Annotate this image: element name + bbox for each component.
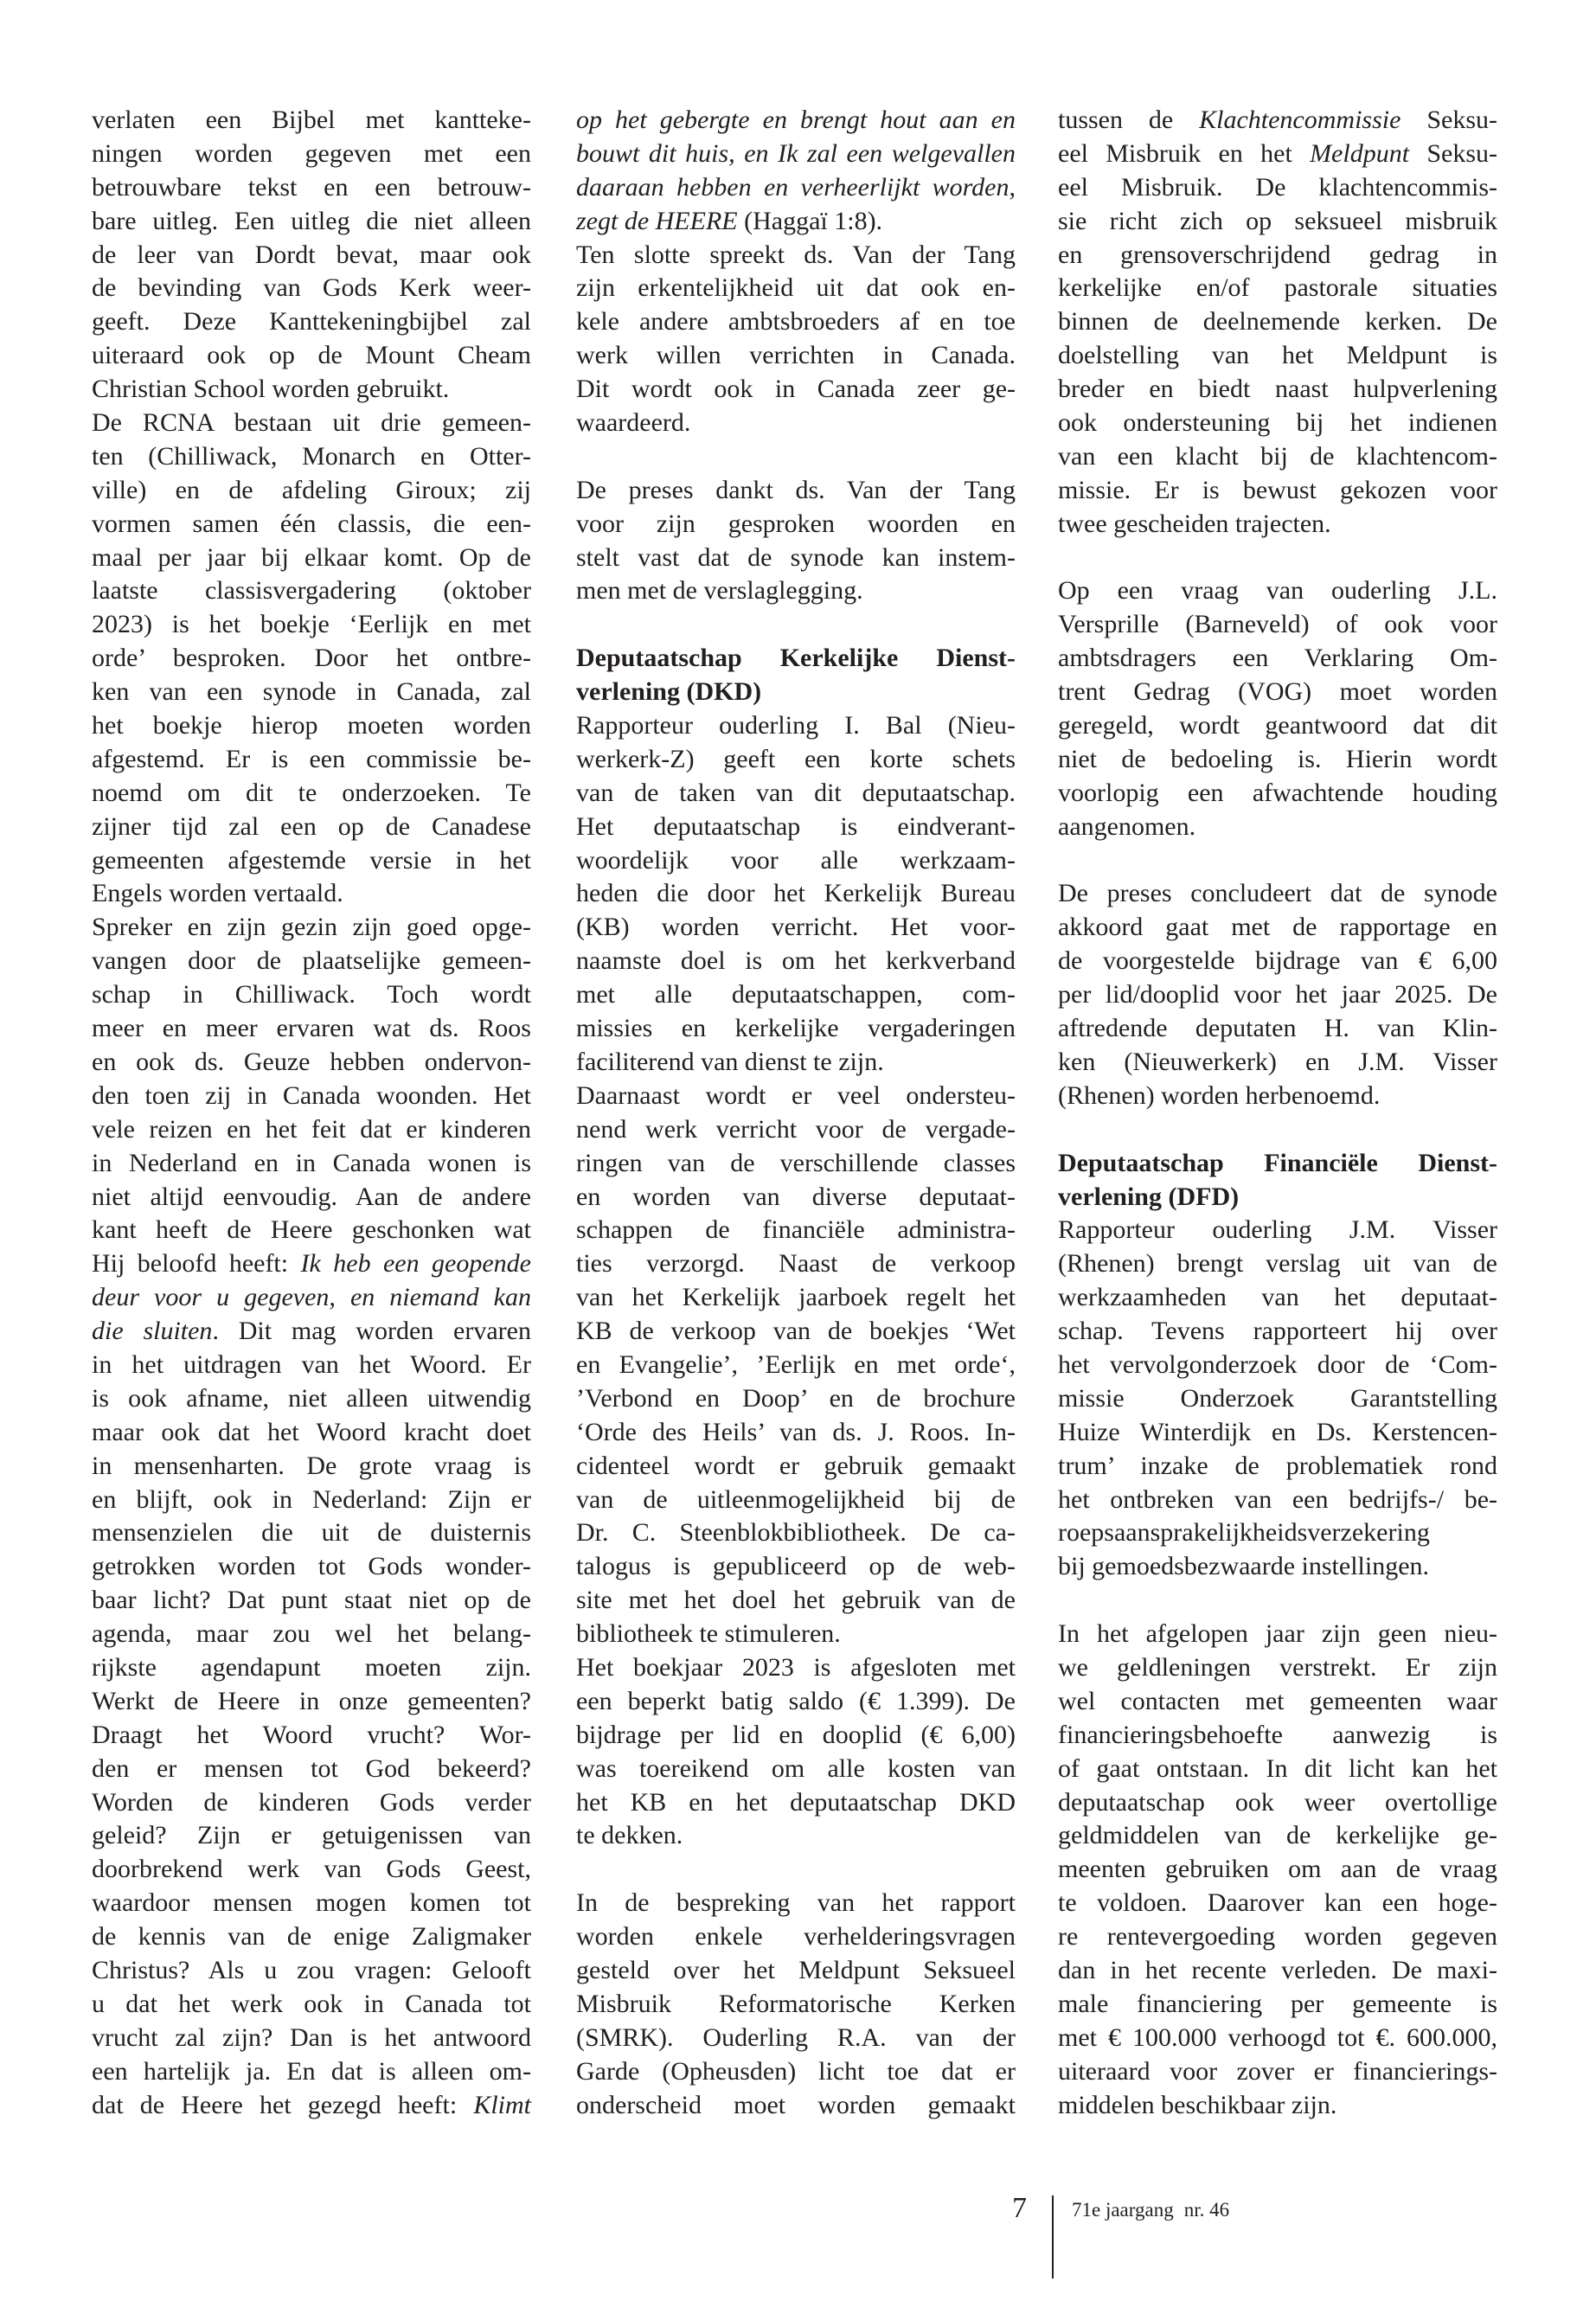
text-line: meenten gebruiken om aan de vraag: [1058, 1855, 1497, 1884]
text-line: voorlopig een afwachtende houding: [1058, 778, 1497, 807]
text-line: deputaatschap ook weer overtollige: [1058, 1787, 1497, 1817]
italic-text: bouwt dit huis, en Ik zal een welgevallen: [576, 138, 1016, 168]
text-line: laatste classisvergadering (oktober: [92, 576, 531, 606]
text-line: ville) en de afdeling Giroux; zij: [92, 475, 531, 504]
text-line: Misbruik Reformatorische Kerken: [576, 1989, 1016, 2018]
text-line: binnen de deelnemende kerken. De: [1058, 307, 1497, 336]
text-line: getrokken worden tot Gods wonder-: [92, 1552, 531, 1581]
text-line: een hartelijk ja. En dat is alleen om-: [92, 2056, 531, 2086]
text-line: roepsaansprakelijkheidsverzekering: [1058, 1518, 1430, 1548]
text-line: verlening (DFD): [1058, 1182, 1240, 1211]
text-line: ken (Nieuwerkerk) en J.M. Visser: [1058, 1047, 1497, 1076]
text-line: en Evangelie’, ’Eerlijk en met orde‘,: [576, 1349, 1016, 1379]
text-line: trum’ inzake de problematiek rond: [1058, 1451, 1497, 1480]
text-line: [576, 205, 1016, 239]
text-line: betrouwbare tekst en een betrouw-: [92, 172, 531, 202]
text-line: vormen samen één classis, die een-: [92, 509, 531, 538]
text-line: werk willen verrichten in Canada.: [576, 341, 1016, 370]
text-segment: (Haggaï 1:8).: [737, 206, 883, 235]
text-line: onderscheid moet worden gemaakt: [576, 2090, 1016, 2119]
text-line: Christus? Als u zou vragen: Gelooft: [92, 1955, 531, 1984]
text-line: bij gemoedsbezwaarde instellingen.: [1058, 1552, 1430, 1581]
text-line: Werkt de Heere in onze gemeenten?: [92, 1686, 531, 1715]
text-line: [576, 138, 1016, 171]
text-line: Huize Winterdijk en Ds. Kerstencen-: [1058, 1417, 1497, 1446]
text-line: re rentevergoeding worden gegeven: [1058, 1922, 1497, 1952]
text-line: kerkelijke en/of pastorale situaties: [1058, 273, 1497, 303]
text-line: middelen beschikbaar zijn.: [1058, 2090, 1337, 2119]
text-line: van de taken van dit deputaatschap.: [576, 778, 1016, 807]
paragraph: [1058, 574, 1497, 843]
text-line: ningen worden gegeven met een: [92, 138, 531, 168]
text-line: kant heeft de Heere geschonken wat: [92, 1215, 531, 1245]
paragraph: [1058, 877, 1497, 1112]
text-line: [1058, 138, 1497, 171]
text-line: per lid/dooplid voor het jaar 2025. De: [1058, 980, 1497, 1009]
text-line: Spreker en zijn gezin zijn goed opge-: [92, 913, 531, 942]
text-line: agenda, maar zou wel het belang-: [92, 1619, 531, 1649]
text-line: verlening (DKD): [576, 677, 762, 707]
text-line: te dekken.: [576, 1821, 683, 1850]
text-line: ambtsdragers een Verklaring Om-: [1058, 644, 1497, 673]
text-line: het boekje hierop moeten worden: [92, 711, 531, 740]
text-line: ringen van de verschillende classes: [576, 1148, 1016, 1177]
text-line: [92, 1281, 531, 1315]
text-column-1: [92, 104, 531, 2122]
paragraph: [576, 1651, 1016, 1853]
italic-text: op het gebergte en brengt hout aan en: [576, 106, 1016, 134]
text-line: geeft. Deze Kanttekeningbijbel zal: [92, 307, 531, 336]
text-line: trent Gedrag (VOG) moet worden: [1058, 677, 1497, 707]
paragraph: [576, 239, 1016, 440]
text-segment: eel Misbruik en het: [1058, 138, 1311, 168]
text-line: we geldleningen verstrekt. Er zijn: [1058, 1652, 1497, 1682]
text-line: Rapporteur ouderling J.M. Visser: [1058, 1215, 1497, 1245]
text-line: kele andere ambtsbroeders af en toe: [576, 307, 1016, 336]
text-line: aangenomen.: [1058, 811, 1196, 841]
text-line: male financiering per gemeente is: [1058, 1989, 1497, 2018]
text-line: doorbrekend werk van Gods Geest,: [92, 1855, 531, 1884]
paragraph: [576, 474, 1016, 609]
text-line: en worden van diverse deputaat-: [576, 1182, 1016, 1211]
text-line: rijkste agendapunt moeten zijn.: [92, 1652, 531, 1682]
paragraph: [1058, 104, 1497, 542]
paragraph: [1058, 1214, 1497, 1584]
section-heading: [576, 642, 1016, 709]
text-line: werkzaamheden van het deputaat-: [1058, 1283, 1497, 1312]
italic-text: die sluiten: [92, 1317, 213, 1346]
paragraph: [92, 407, 531, 911]
text-line: Rapporteur ouderling I. Bal (Nieu-: [576, 711, 1016, 740]
text-line: schap in Chilliwack. Toch wordt: [92, 980, 531, 1009]
text-line: te voldoen. Daarover kan een hoge-: [1058, 1888, 1497, 1918]
text-line: Dr. C. Steenblokbibliotheek. De ca-: [576, 1518, 1016, 1548]
text-line: nend werk verricht voor de vergade-: [576, 1114, 1016, 1144]
text-line: cidenteel wordt er gebruik gemaakt: [576, 1451, 1016, 1480]
text-line: woordelijk voor alle werkzaam-: [576, 845, 1016, 875]
text-line: in Nederland en in Canada wonen is: [92, 1148, 531, 1177]
text-line: en ook ds. Geuze hebben ondervon-: [92, 1047, 531, 1076]
text-line: ‘Orde des Heils’ van ds. J. Roos. In-: [576, 1417, 1016, 1446]
text-line: breder en biedt naast hulpverlening: [1058, 375, 1497, 404]
text-line: akkoord gaat met de rapportage en: [1058, 913, 1497, 942]
text-line: (Rhenen) brengt verslag uit van de: [1058, 1249, 1497, 1279]
text-line: en grensoverschrijdend gedrag in: [1058, 240, 1497, 269]
paragraph: [1058, 1618, 1497, 2122]
text-line: naamste doel is om het kerkverband: [576, 946, 1016, 976]
paragraph: [576, 709, 1016, 1080]
text-line: het vervolgonderzoek door de ‘Com-: [1058, 1349, 1497, 1379]
text-line: faciliterend van dienst te zijn.: [576, 1047, 884, 1076]
text-line: twee gescheiden trajecten.: [1058, 509, 1331, 538]
text-line: het KB en het deputaatschap DKD: [576, 1787, 1016, 1817]
text-line: Christian School worden gebruikt.: [92, 375, 450, 404]
text-segment: Seksu-: [1401, 106, 1497, 134]
text-line: missies en kerkelijke vergaderingen: [576, 1014, 1016, 1043]
text-line: met € 100.000 verhoogd tot €. 600.000,: [1058, 2022, 1497, 2052]
page-number: 7: [1012, 2192, 1027, 2224]
italic-text: deur voor u gegeven, en niemand kan: [92, 1283, 531, 1312]
text-line: in het uitdragen van het Woord. Er: [92, 1349, 531, 1379]
text-line: was toereikend om alle kosten van: [576, 1753, 1016, 1783]
text-line: Deputaatschap Kerkelijke Dienst-: [576, 644, 1016, 673]
italic-text: Klimt: [473, 2090, 531, 2119]
paragraph: [576, 104, 1016, 239]
italic-text: daaraan hebben en verheerlijkt worden,: [576, 172, 1016, 202]
text-line: de voorgestelde bijdrage van € 6,00: [1058, 946, 1497, 976]
text-line: Op een vraag van ouderling J.L.: [1058, 576, 1497, 606]
text-line: den er mensen tot God bekeerd?: [92, 1753, 531, 1783]
text-line: werkerk-Z) geeft een korte schets: [576, 744, 1016, 773]
text-line: KB de verkoop van de boekjes ‘Wet: [576, 1317, 1016, 1346]
text-line: voor zijn gesproken woorden en: [576, 509, 1016, 538]
text-line: baar licht? Dat punt staat niet op de: [92, 1586, 531, 1615]
italic-text: zegt de HEERE: [576, 206, 738, 235]
text-line: men met de verslaglegging.: [576, 576, 863, 606]
text-line: De RCNA bestaan uit drie gemeen-: [92, 408, 531, 438]
text-line: niet altijd eenvoudig. Aan de andere: [92, 1182, 531, 1211]
text-line: waardeerd.: [576, 408, 691, 438]
text-line: [92, 1247, 531, 1281]
text-line: missie. Er is bewust gekozen voor: [1058, 475, 1497, 504]
text-segment: Hij beloofd heeft:: [92, 1249, 301, 1279]
text-line: Engels worden vertaald.: [92, 879, 343, 908]
italic-text: Meldpunt: [1310, 138, 1410, 168]
text-line: het ontbreken van een bedrijfs-/ be-: [1058, 1484, 1497, 1514]
text-line: meer en meer ervaren wat ds. Roos: [92, 1014, 531, 1043]
text-line: afgestemd. Er is een commissie be-: [92, 744, 531, 773]
text-line: wel contacten met gemeenten waar: [1058, 1686, 1497, 1715]
text-line: ties verzorgd. Naast de verkoop: [576, 1249, 1016, 1279]
text-column-3: [1058, 104, 1497, 2122]
text-line: gesteld over het Meldpunt Seksueel: [576, 1955, 1016, 1984]
text-line: vele reizen en het feit dat er kinderen: [92, 1114, 531, 1144]
paragraph: [576, 1887, 1016, 2122]
text-line: eel Misbruik. De klachtencommis-: [1058, 172, 1497, 202]
text-line: stelt vast dat de synode kan instem-: [576, 542, 1016, 572]
text-line: financieringsbehoefte aanwezig is: [1058, 1720, 1497, 1749]
text-line: van het Kerkelijk jaarboek regelt het: [576, 1283, 1016, 1312]
text-segment: Seksu-: [1409, 138, 1497, 168]
text-line: [92, 2089, 531, 2123]
text-line: bibliotheek te stimuleren.: [576, 1619, 841, 1649]
text-line: van een klacht bij de klachtencom-: [1058, 441, 1497, 471]
section-heading: [1058, 1147, 1497, 1215]
text-line: [92, 1315, 531, 1349]
text-line: Versprille (Barneveld) of ook voor: [1058, 610, 1497, 639]
text-line: worden enkele verhelderingsvragen: [576, 1922, 1016, 1952]
text-line: met alle deputaatschappen, com-: [576, 980, 1016, 1009]
text-line: van de uitleenmogelijkheid bij de: [576, 1484, 1016, 1514]
text-line: vangen door de plaatselijke gemeen-: [92, 946, 531, 976]
text-line: gemeenten afgestemde versie in het: [92, 845, 531, 875]
text-line: de bevinding van Gods Kerk weer-: [92, 273, 531, 303]
text-line: [1058, 104, 1497, 138]
text-line: u dat het werk ook in Canada tot: [92, 1989, 531, 2018]
text-line: schap. Tevens rapporteert hij over: [1058, 1317, 1497, 1346]
text-line: heden die door het Kerkelijk Bureau: [576, 879, 1016, 908]
text-line: [576, 104, 1016, 138]
text-line: zijner tijd zal een op de Canadese: [92, 811, 531, 841]
text-line: site met het doel het gebruik van de: [576, 1586, 1016, 1615]
text-line: De preses dankt ds. Van der Tang: [576, 475, 1016, 504]
text-line: 2023) is het boekje ‘Eerlijk en met: [92, 610, 531, 639]
text-line: verlaten een Bijbel met kantteke-: [92, 106, 531, 134]
text-line: den toen zij in Canada woonden. Het: [92, 1080, 531, 1110]
text-line: de kennis van de enige Zaligmaker: [92, 1922, 531, 1952]
text-line: vrucht zal zijn? Dan is het antwoord: [92, 2022, 531, 2052]
text-line: bare uitleg. Een uitleg die niet alleen: [92, 206, 531, 235]
text-segment: tussen de: [1058, 106, 1200, 134]
text-line: waardoor mensen mogen komen tot: [92, 1888, 531, 1918]
text-line: geldmiddelen van de kerkelijke ge-: [1058, 1821, 1497, 1850]
text-line: of gaat ontstaan. In dit licht kan het: [1058, 1753, 1497, 1783]
text-line: De preses concludeert dat de synode: [1058, 879, 1497, 908]
text-line: doelstelling van het Meldpunt is: [1058, 341, 1497, 370]
text-line: ook ondersteuning bij het indienen: [1058, 408, 1497, 438]
issue-number: nr. 46: [1183, 2199, 1230, 2221]
text-line: maar ook dat het Woord kracht doet: [92, 1417, 531, 1446]
text-segment: . Dit mag worden ervaren: [212, 1317, 531, 1346]
text-line: orde’ besproken. Door het ontbre-: [92, 644, 531, 673]
text-line: ’Verbond en Doop’ en de brochure: [576, 1383, 1016, 1413]
italic-text: Ik heb een geopende: [300, 1249, 531, 1279]
text-line: geleid? Zijn er getuigenissen van: [92, 1821, 531, 1850]
italic-text: Klachtencommissie: [1199, 106, 1401, 134]
paragraph: [92, 911, 531, 2122]
text-line: uiteraard voor zover er financierings-: [1058, 2056, 1497, 2086]
text-line: dan in het recente verleden. De maxi-: [1058, 1955, 1497, 1984]
text-line: ken van een synode in Canada, zal: [92, 677, 531, 707]
text-line: maal per jaar bij elkaar komt. Op de: [92, 542, 531, 572]
text-line: noemd om dit te onderzoeken. Te: [92, 778, 531, 807]
text-line: niet de bedoeling is. Hierin wordt: [1058, 744, 1497, 773]
text-line: (Rhenen) worden herbenoemd.: [1058, 1080, 1381, 1110]
text-line: Dit wordt ook in Canada zeer ge-: [576, 375, 1016, 404]
issue-info: [1072, 2197, 1229, 2223]
text-line: uiteraard ook op de Mount Cheam: [92, 341, 531, 370]
text-line: en blijft, ook in Nederland: Zijn er: [92, 1484, 531, 1514]
text-line: bijdrage per lid en dooplid (€ 6,00): [576, 1720, 1016, 1749]
text-line: Garde (Opheusden) licht toe dat er: [576, 2056, 1016, 2086]
text-line: is ook afname, niet alleen uitwendig: [92, 1383, 531, 1413]
text-line: een beperkt batig saldo (€ 1.399). De: [576, 1686, 1016, 1715]
text-segment: dat de Heere het gezegd heeft:: [92, 2090, 474, 2119]
text-line: (KB) worden verricht. Het voor-: [576, 913, 1016, 942]
text-line: geregeld, wordt geantwoord dat dit: [1058, 711, 1497, 740]
text-line: In de bespreking van het rapport: [576, 1888, 1016, 1918]
text-line: (SMRK). Ouderling R.A. van der: [576, 2022, 1016, 2052]
text-line: Ten slotte spreekt ds. Van der Tang: [576, 240, 1016, 269]
text-line: de leer van Dordt bevat, maar ook: [92, 240, 531, 269]
text-line: Draagt het Woord vrucht? Wor-: [92, 1720, 531, 1749]
paragraph: [576, 1080, 1016, 1651]
text-line: in mensenharten. De grote vraag is: [92, 1451, 531, 1480]
text-line: sie richt zich op seksueel misbruik: [1058, 206, 1497, 235]
text-line: zijn erkentelijkheid uit dat ook en-: [576, 273, 1016, 303]
text-line: Het boekjaar 2023 is afgesloten met: [576, 1652, 1016, 1682]
text-line: Worden de kinderen Gods verder: [92, 1787, 531, 1817]
footer-divider: [1052, 2195, 1054, 2279]
text-line: talogus is gepubliceerd op de web-: [576, 1552, 1016, 1581]
volume-label: 71e jaargang: [1072, 2199, 1174, 2221]
text-line: schappen de financiële administra-: [576, 1215, 1016, 1245]
text-column-2: [576, 104, 1016, 2122]
text-line: Daarnaast wordt er veel ondersteu-: [576, 1080, 1016, 1110]
text-line: Het deputaatschap is eindverant-: [576, 811, 1016, 841]
text-line: ten (Chilliwack, Monarch en Otter-: [92, 441, 531, 471]
text-line: In het afgelopen jaar zijn geen nieu-: [1058, 1619, 1497, 1649]
text-line: mensenzielen die uit de duisternis: [92, 1518, 531, 1548]
paragraph: [92, 104, 531, 407]
text-line: aftredende deputaten H. van Klin-: [1058, 1014, 1497, 1043]
text-line: [576, 171, 1016, 205]
text-line: Deputaatschap Financiële Dienst-: [1058, 1148, 1497, 1177]
text-line: missie Onderzoek Garantstelling: [1058, 1383, 1497, 1413]
